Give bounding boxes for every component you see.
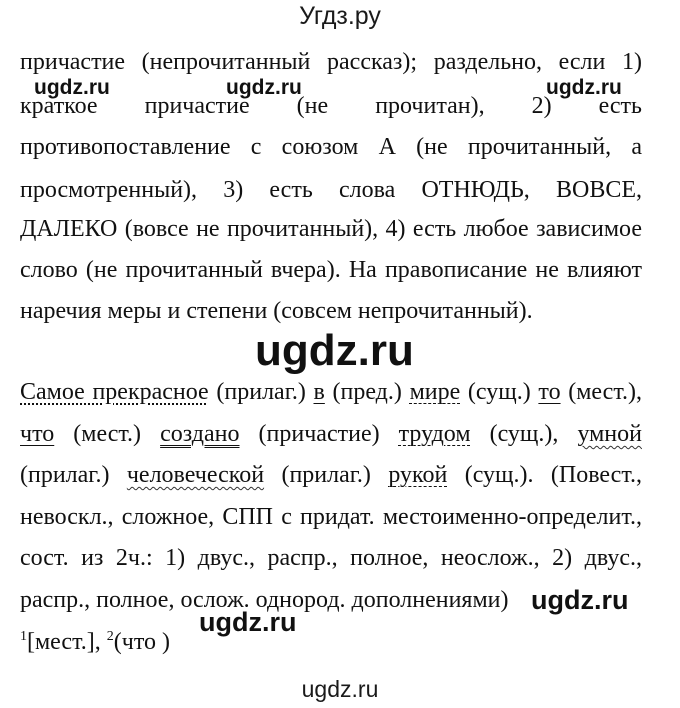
watermark-top-left: ugdz.ru (34, 76, 110, 99)
rule-line: причастие (непрочитанный рассказ); раздельно, если 1) (20, 49, 642, 75)
watermark-bottom-left: ugdz.ru (199, 607, 297, 637)
word-preposition: в (313, 379, 325, 405)
analysis-line (20, 420, 642, 448)
word-object: рукой (388, 462, 448, 488)
pos-label: (пред.) (324, 379, 410, 405)
word-predicate: создано (160, 421, 240, 447)
analysis-line: распр., полное, ослож. однород. дополнениями) (20, 587, 509, 613)
pos-label: (сущ.). (Повест., (447, 462, 643, 488)
pos-label: (прилаг.) (208, 379, 314, 405)
pos-label: (сущ.), (470, 421, 578, 447)
subordinate-clause: (что ) (113, 629, 170, 655)
main-clause: [мест.], (27, 629, 107, 655)
analysis-line (20, 378, 642, 406)
pos-label: (мест.) (54, 421, 161, 447)
word-subject-attribute: Самое прекрасное (20, 379, 209, 405)
clause-number: 2 (106, 629, 114, 644)
pos-label: (прилаг.) (264, 462, 389, 488)
watermark-bottom-right: ugdz.ru (531, 585, 629, 615)
word-attribute: умной (577, 421, 642, 447)
site-header-title: Угдз.ру (299, 2, 381, 30)
rule-line: просмотренный), 3) есть слова ОТНЮДЬ, ВОВСЕ, (20, 177, 642, 203)
rule-line: противопоставление с союзом А (не прочитанный, а (20, 134, 642, 160)
clause-number: 1 (20, 629, 27, 644)
rule-line: ДАЛЕКО (вовсе не прочитанный), 4) есть любое зависимое (20, 216, 642, 242)
pos-label: (сущ.) (460, 379, 539, 405)
watermark-top-right: ugdz.ru (546, 76, 622, 99)
pos-label: (прилаг.) (20, 462, 127, 488)
sentence-scheme (20, 628, 642, 656)
rule-line: наречия меры и степени (совсем непрочитанный). (20, 298, 533, 324)
word-subject: что (20, 421, 55, 447)
watermark-top-center: ugdz.ru (226, 76, 302, 99)
watermark-middle: ugdz.ru (255, 326, 414, 375)
pos-label: (причастие) (239, 421, 399, 447)
rule-line: краткое причастие (не прочитан), 2) есть (20, 93, 642, 119)
site-footer-url: ugdz.ru (301, 676, 379, 702)
rule-line: слово (не прочитанный вчера). На правописание не влияют (20, 257, 642, 283)
word-subject: то (538, 379, 561, 405)
word-object: трудом (398, 421, 471, 447)
analysis-line: сост. из 2ч.: 1) двус., распр., полное, неослож., 2) двус., (20, 545, 642, 571)
word-circumstance: мире (409, 379, 461, 405)
word-attribute: человеческой (126, 462, 265, 488)
analysis-line (20, 461, 642, 489)
analysis-line: невоскл., сложное, СПП с придат. местоименно-определит., (20, 504, 642, 530)
pos-label: (мест.), (560, 379, 642, 405)
